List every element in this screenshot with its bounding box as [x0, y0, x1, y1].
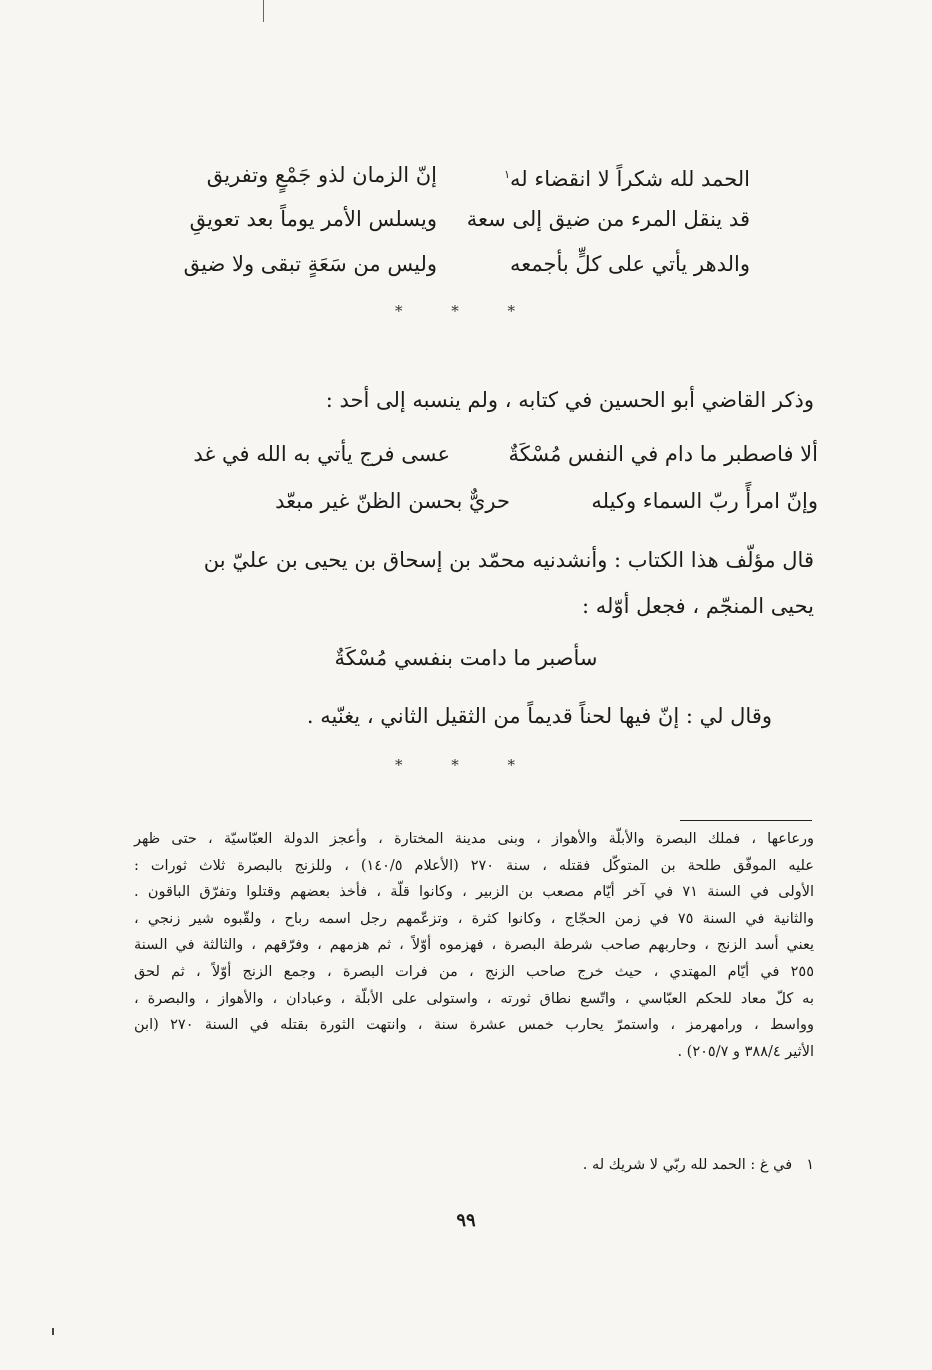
poem2-verse-1-second-hemistich: عسى فرج يأتي به الله في غد — [193, 442, 450, 466]
footnote-line: ٢٥٥ في أيّام المهتدي ، حيث خرج صاحب الزنج ، من فرات البصرة ، وجمع الزنج أوّلاً ، ثم لحق — [134, 963, 814, 980]
intro-line: وذكر القاضي أبو الحسين في كتابه ، ولم ينسبه إلى أحد : — [325, 388, 814, 412]
footnote-line: والثانية في السنة ٧٥ في زمن الحجّاج ، وكانوا كثرة ، وتزعّمهم رجل اسمه رباح ، ولقّبوه شير زنجي ، — [134, 910, 814, 927]
footnote-marker: ١ — [504, 168, 511, 181]
author-note-line-1: قال مؤلّف هذا الكتاب : وأنشدنيه محمّد بن إسحاق بن يحيى بن عليّ بن — [203, 548, 814, 572]
poem1-verse-1-first-hemistich: الحمد لله شكراً لا انقضاء له$^١$ — [504, 167, 750, 191]
footnote-line: به كلّ معاد للحكم العبّاسي ، واتّسع نطاق ثورته ، واستولى على الأبلّة ، وعبادان ، والأهواز ، والبصرة ، — [134, 990, 814, 1007]
footnote-line: عليه الموفّق طلحة بن المتوكّل فقتله ، سنة ٢٧٠ (الأعلام ١٤٠/٥) ، وللزنج بالبصرة ثلاث ثورات : — [134, 857, 814, 874]
poem2-verse-1 — [140, 436, 820, 472]
footnote-1-text: في غ : الحمد لله ربّي لا شريك له . — [582, 1157, 793, 1173]
section-separator: * * * — [394, 302, 538, 320]
footnote-line: الأولى في السنة ٧١ في آخر أيّام مصعب بن الزبير ، وكانوا قلّة ، فأخذ بعضهم وقتلوا وتفرّق الباقون . — [134, 884, 815, 901]
quoted-verse: سأصبر ما دامت بنفسي مُسْكَةٌ — [334, 646, 598, 670]
scan-edge-mark — [263, 0, 264, 22]
poem1-verse-3-first-hemistich: والدهر يأتي على كلٍّ بأجمعه — [510, 252, 750, 276]
poem2-verse-2-second-hemistich: حريٌّ بحسن الظنّ غير مبعّد — [275, 489, 510, 513]
poem1-verse-1 — [150, 157, 800, 193]
section-separator-2: * * * — [394, 756, 538, 774]
poem2-verse-1-first-hemistich: ألا فاصطبر ما دام في النفس مُسْكَةٌ — [508, 442, 818, 466]
footnote-line: الأثير ٣٨٨/٤ و ٢٠٥/٧) . — [677, 1043, 814, 1060]
poem2-verse-2 — [140, 483, 820, 519]
footnote-line: يعني أسد الزنج ، وحاربهم صاحب شرطة البصرة ، فهزموه أوّلاً ، ثم هزمهم ، وفرّقهم ، والثالثة في السنة — [134, 937, 814, 954]
author-note-line-2: يحيى المنجّم ، فجعل أوّله : — [582, 594, 814, 618]
scan-speck — [52, 1328, 54, 1335]
footnote-line: ورعاعها ، فملك البصرة والأبلّة والأهواز ، وبنى مدينة المختارة ، وأعجز الدولة العبّاسيّة ، حتى ظهر — [134, 831, 814, 847]
poem1-verse-1-second-hemistich: إنّ الزمان لذو جَمْعٍ وتفريق — [206, 163, 437, 187]
poem1-verse-2-second-hemistich: ويسلس الأمر يوماً بعد تعويقِ — [189, 207, 437, 231]
poem1-verse-2-first-hemistich: قد ينقل المرء من ضيق إلى سعة — [466, 207, 750, 231]
poem1-verse-2 — [150, 201, 800, 237]
poem1-verse-3-second-hemistich: وليس من سَعَةٍ تبقى ولا ضيق — [183, 252, 437, 276]
closing-line: وقال لي : إنّ فيها لحناً قديماً من الثقيل الثاني ، يغنّيه . — [306, 704, 772, 728]
page-number: ٩٩ — [456, 1210, 476, 1231]
footnote-1 — [134, 1152, 814, 1178]
poem2-verse-2-first-hemistich: وإنّ امرأً ربّ السماء وكيله — [591, 489, 818, 513]
footnote-block — [134, 826, 814, 1065]
footnote-1-number: ١ — [806, 1157, 814, 1173]
footnote-rule — [680, 820, 812, 821]
poem1-verse-3 — [150, 246, 800, 282]
footnote-line: وواسط ، ورامهرمز ، واستمرّ يحارب خمس عشرة سنة ، وانتهت الثورة بقتله في السنة ٢٧٠ (ابن — [134, 1017, 814, 1034]
